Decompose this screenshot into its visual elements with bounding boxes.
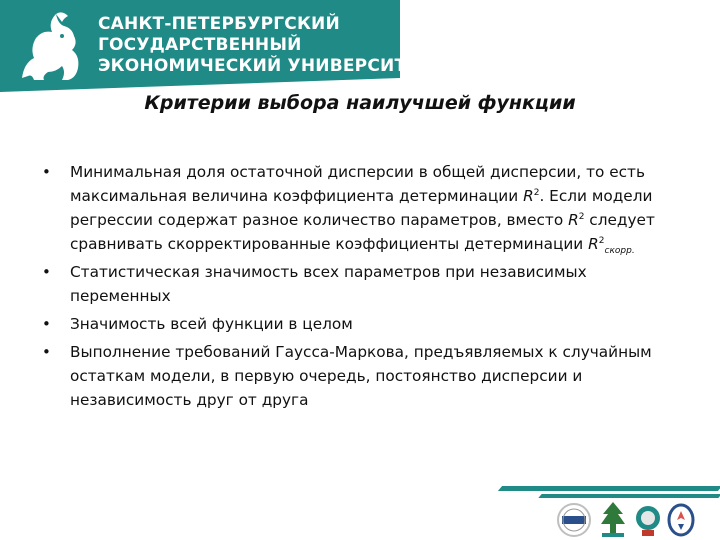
r-symbol: R [588, 235, 599, 253]
r-superscript: 2 [598, 235, 605, 246]
bullet-text-part: . Если модели регрессии содержат разное количество параметров, вместо [70, 187, 653, 229]
bullet-list [42, 160, 682, 416]
university-name-line-2: ГОСУДАРСТВЕННЫЙ [98, 35, 302, 55]
footer-stripe [498, 486, 720, 491]
r-superscript: 2 [578, 211, 585, 222]
bullet-text: Выполнение требований Гаусса-Маркова, предъявляемых к случайным остаткам модели, в первую очередь, постоянство дисперсии и независимость друг от друга [70, 343, 652, 409]
griffin-logo-icon [12, 8, 92, 86]
slide-title: Критерии выбора наилучшей функции [144, 92, 576, 114]
badge-logo-icon [556, 502, 592, 538]
r-symbol: R [568, 211, 579, 229]
bullet-dot-icon: • [42, 315, 51, 333]
bullet-dot-icon: • [42, 343, 51, 361]
emblem-logo-icon [666, 502, 696, 538]
bullet-text: Статистическая значимость всех параметров при независимых переменных [70, 263, 587, 305]
bullet-text-part: Минимальная доля остаточной дисперсии в общей дисперсии, то есть максимальная величина коэффициента детерминации [70, 163, 645, 205]
r-subscript: скорр. [604, 246, 635, 257]
bullet-item [42, 160, 682, 256]
footer-stripe [538, 494, 720, 498]
bullet-item [42, 312, 682, 336]
university-name-line-1: САНКТ-ПЕТЕРБУРГСКИЙ [98, 14, 340, 34]
bullet-text-part: следует сравнивать скорректированные коэффициенты детерминации [70, 211, 655, 253]
r-superscript: 2 [533, 187, 540, 198]
bullet-dot-icon: • [42, 163, 51, 181]
tree-logo-icon [598, 500, 628, 538]
medal-logo-icon [633, 502, 663, 538]
bullet-dot-icon: • [42, 263, 51, 281]
bullet-text: Значимость всей функции в целом [70, 315, 353, 333]
r-symbol: R [523, 187, 534, 205]
bullet-item [42, 260, 682, 308]
university-name-line-3: ЭКОНОМИЧЕСКИЙ УНИВЕРСИТЕТ [98, 56, 430, 76]
bullet-item [42, 340, 682, 412]
university-name [98, 14, 430, 77]
